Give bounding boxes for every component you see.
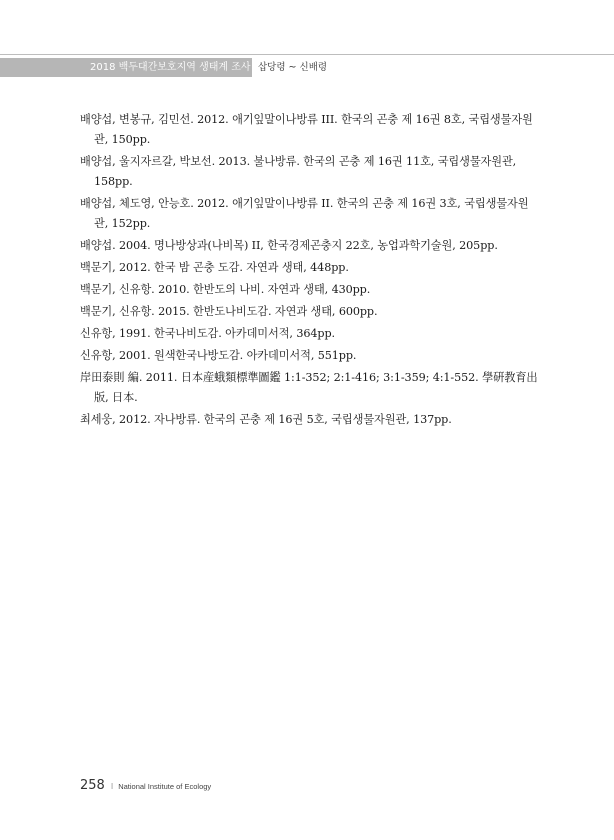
reference-item: 신유항, 1991. 한국나비도감. 아카데미서적, 364pp.: [80, 327, 335, 340]
header-rule: [0, 54, 614, 55]
reference-item: 백문기, 신유항. 2015. 한반도나비도감. 자연과 생태, 600pp.: [80, 305, 378, 318]
footer-separator: I: [110, 782, 114, 791]
reference-item: 岸田泰則 編. 2011. 日本産蛾類標準圖鑑 1:1-352; 2:1-416; 3:1-359; 4:1-552. 學硏教育出版, 日本.: [80, 371, 538, 404]
reference-item: 최세웅, 2012. 자나방류. 한국의 곤충 제 16권 5호, 국립생물자원관, 137pp.: [80, 413, 452, 426]
report-title: 2018 백두대간보호지역 생태계 조사: [90, 62, 251, 73]
reference-item: 신유항, 2001. 원색한국나방도감. 아카데미서적, 551pp.: [80, 349, 357, 362]
section-title: 삽당령 ~ 신배령: [258, 62, 328, 73]
reference-item: 배양섭, 변봉규, 김민선. 2012. 애기잎말이나방류 III. 한국의 곤충 제 16권 8호, 국립생물자원관, 150pp.: [80, 113, 533, 146]
page-footer: [80, 778, 211, 798]
reference-item: 백문기, 2012. 한국 밤 곤충 도감. 자연과 생태, 448pp.: [80, 261, 349, 274]
reference-item: 백문기, 신유항. 2010. 한반도의 나비. 자연과 생태, 430pp.: [80, 283, 371, 296]
organization-name: National Institute of Ecology: [118, 782, 212, 791]
reference-item: 배양섭. 2004. 명나방상과(나비목) II, 한국경제곤충지 22호, 농업과학기술원, 205pp.: [80, 239, 498, 252]
reference-item: 배양섭, 울지자르갈, 박보선. 2013. 불나방류. 한국의 곤충 제 16권 11호, 국립생물자원관, 158pp.: [80, 155, 517, 188]
reference-item: 배양섭, 체도영, 안능호. 2012. 애기잎말이나방류 II. 한국의 곤충 제 16권 3호, 국립생물자원관, 152pp.: [80, 197, 529, 230]
page-number: 258: [80, 778, 105, 793]
reference-list: [80, 110, 538, 432]
